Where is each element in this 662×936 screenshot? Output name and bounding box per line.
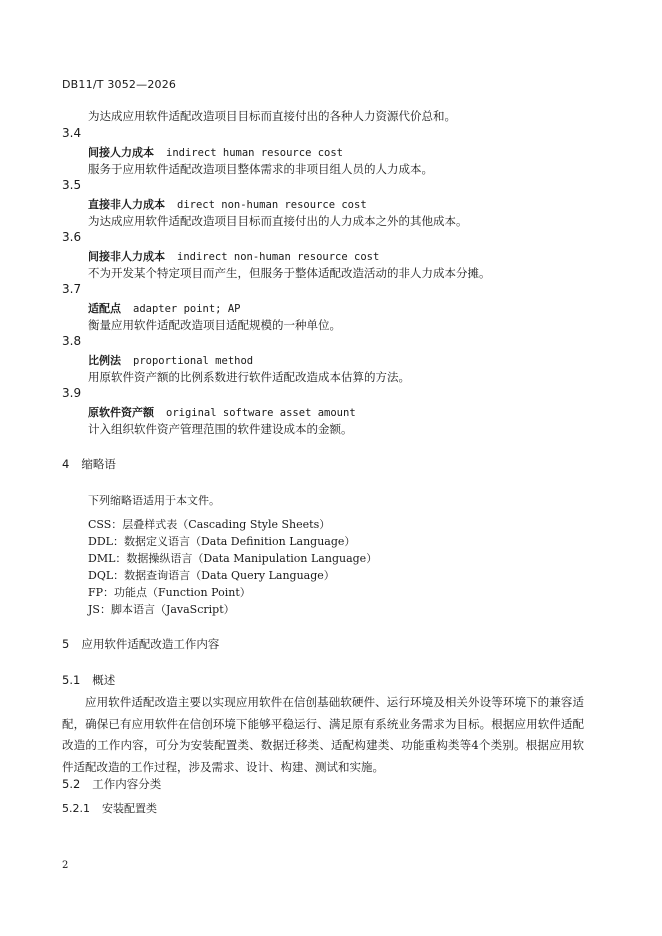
subsection-number: 5.2 <box>62 777 81 791</box>
term-en: direct non-human resource cost <box>177 199 367 211</box>
overview-paragraph: 应用软件适配改造主要以实现应用软件在信创基础软硬件、运行环境及相关外设等环境下的兼容适配，确保已有应用软件在信创环境下能够平稳运行、满足原有系统业务需求为目标。根据应用软件适配改造的工作内容，可分为安装配置类、数据迁移类、适配构建类、功能重构类等4个类别。根据应用软件适配改造的工作过程，涉及需求、设计、构建、测试和实施。 <box>62 695 584 774</box>
continued-definition: 为达成应用软件适配改造项目目标而直接付出的各种人力资源代价总和。 <box>88 109 456 123</box>
abbreviation-item: CSS：层叠样式表（Cascading Style Sheets） <box>88 518 331 531</box>
section-heading <box>62 456 116 472</box>
term-number: 3.6 <box>62 230 82 244</box>
subsection-title: 概述 <box>92 673 116 687</box>
term-definition: 用原软件资产额的比例系数进行软件适配改造成本估算的方法。 <box>88 370 410 384</box>
term-en: indirect human resource cost <box>166 147 344 159</box>
term-en: adapter point; AP <box>133 303 241 315</box>
term-zh: 直接非人力成本 <box>88 198 165 211</box>
abbreviation-item: DML：数据操纵语言（Data Manipulation Language） <box>88 552 378 565</box>
subsubsection-heading <box>62 800 157 816</box>
abbreviation-intro: 下列缩略语适用于本文件。 <box>88 494 220 507</box>
abbreviation-item: JS：脚本语言（JavaScript） <box>88 603 235 616</box>
term-heading <box>88 248 379 264</box>
term-number: 3.4 <box>62 126 82 140</box>
term-heading <box>88 144 343 160</box>
section-title: 缩略语 <box>81 457 116 471</box>
term-definition: 为达成应用软件适配改造项目目标而直接付出的人力成本之外的其他成本。 <box>88 214 468 228</box>
page-number: 2 <box>62 860 69 871</box>
term-definition: 计入组织软件资产管理范围的软件建设成本的金额。 <box>88 422 353 436</box>
term-definition: 服务于应用软件适配改造项目整体需求的非项目组人员的人力成本。 <box>88 162 433 176</box>
section-number: 5 <box>62 637 70 651</box>
term-zh: 间接人力成本 <box>88 146 154 159</box>
term-definition: 衡量应用软件适配改造项目适配规模的一种单位。 <box>88 318 341 332</box>
term-en: indirect non-human resource cost <box>177 251 380 263</box>
abbreviation-item: DQL：数据查询语言（Data Query Language） <box>88 569 335 582</box>
term-en: original software asset amount <box>166 407 356 419</box>
term-en: proportional method <box>133 355 254 367</box>
abbreviation-item: FP：功能点（Function Point） <box>88 586 251 599</box>
term-definition: 不为开发某个特定项目而产生，但服务于整体适配改造活动的非人力成本分摊。 <box>88 266 491 280</box>
term-number: 3.5 <box>62 178 82 192</box>
section-number: 4 <box>62 457 70 471</box>
subsubsection-title: 安装配置类 <box>102 802 157 815</box>
term-zh: 比例法 <box>88 354 121 367</box>
subsection-heading <box>62 672 115 688</box>
term-number: 3.7 <box>62 282 82 296</box>
term-zh: 原软件资产额 <box>88 406 154 419</box>
section-heading <box>62 636 219 652</box>
section-title: 应用软件适配改造工作内容 <box>81 637 220 651</box>
term-zh: 适配点 <box>88 302 121 315</box>
term-number: 3.9 <box>62 386 82 400</box>
term-heading <box>88 352 253 368</box>
subsubsection-number: 5.2.1 <box>62 802 90 815</box>
subsection-title: 工作内容分类 <box>92 777 162 791</box>
term-heading <box>88 404 356 420</box>
term-zh: 间接非人力成本 <box>88 250 165 263</box>
term-heading <box>88 300 240 316</box>
subsection-heading <box>62 776 161 792</box>
term-number: 3.8 <box>62 334 82 348</box>
subsection-number: 5.1 <box>62 673 81 687</box>
abbreviation-item: DDL：数据定义语言（Data Definition Language） <box>88 535 356 548</box>
document-id-header: DB11/T 3052—2026 <box>62 78 177 91</box>
term-heading <box>88 196 367 212</box>
